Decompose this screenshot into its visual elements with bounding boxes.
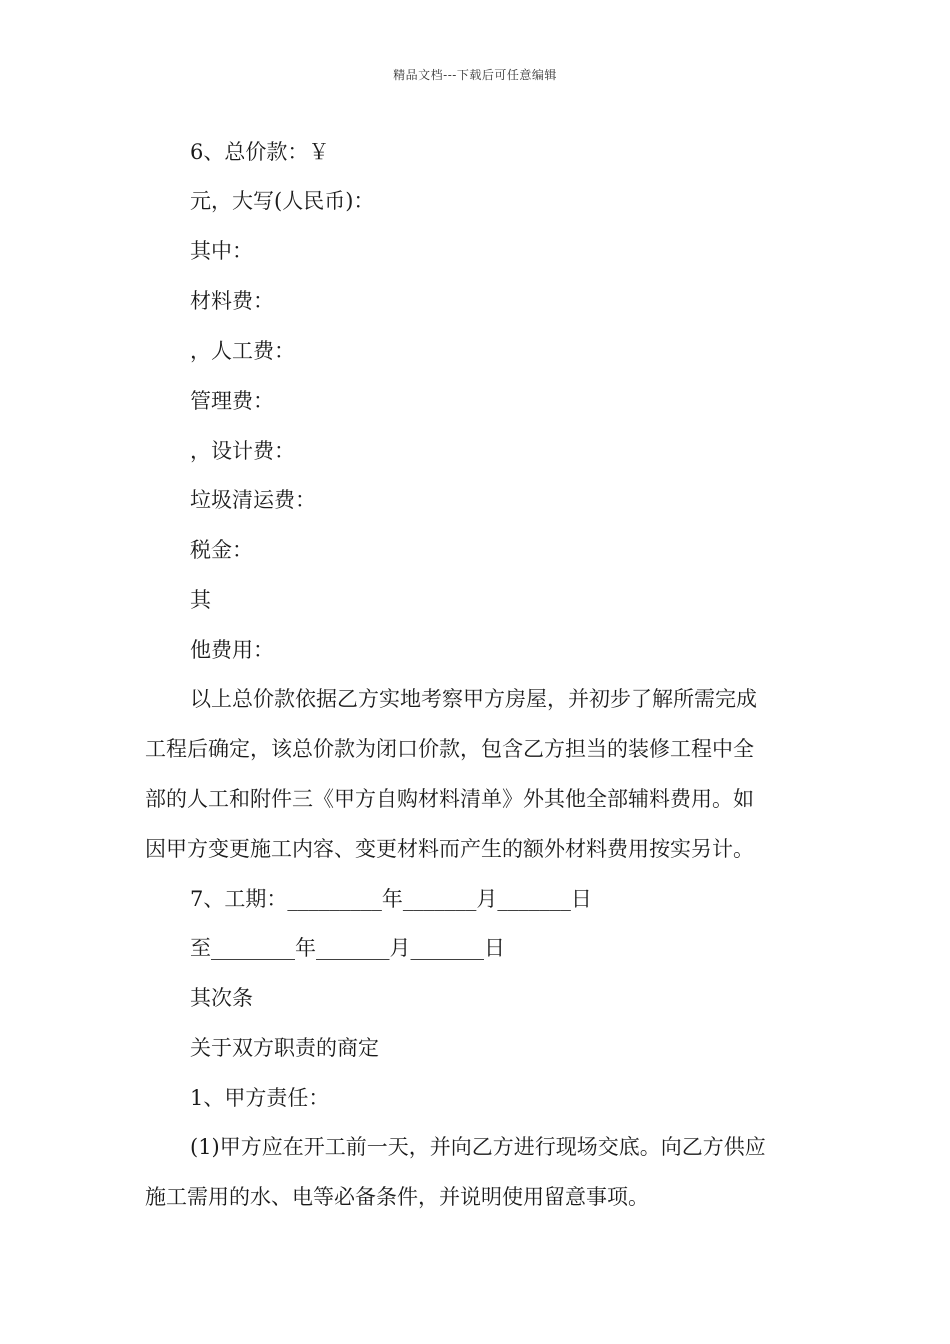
total-price-line: 6、总价款：￥ — [190, 140, 330, 164]
other-fee-line-part1: 其 — [190, 588, 211, 612]
article-title: 其次条 — [190, 986, 253, 1010]
price-paragraph-line: 部的人工和附件三《甲方自购材料清单》外其他全部辅料费用。如 — [145, 787, 754, 811]
other-fee-line-part2: 他费用： — [190, 638, 274, 662]
management-fee-line: 管理费： — [190, 389, 274, 413]
price-paragraph-line: 工程后确定，该总价款为闭口价款，包含乙方担当的装修工程中全 — [145, 737, 754, 761]
article-subtitle: 关于双方职责的商定 — [190, 1036, 379, 1060]
price-paragraph-line: 因甲方变更施工内容、变更材料而产生的额外材料费用按实另计。 — [145, 837, 754, 861]
party-a-heading: 1、甲方责任： — [190, 1086, 330, 1110]
construction-period-end-line: 至________年_______月_______日 — [190, 936, 505, 960]
garbage-fee-line: 垃圾清运费： — [190, 488, 316, 512]
design-fee-line: ，设计费： — [190, 439, 295, 463]
amount-in-words-line: 元，大写(人民币)： — [190, 189, 375, 213]
party-a-paragraph-line: 施工需用的水、电等必备条件，并说明使用留意事项。 — [145, 1185, 649, 1209]
tax-line: 税金： — [190, 538, 253, 562]
construction-period-line: 7、工期：_________年_______月_______日 — [190, 887, 592, 911]
price-paragraph-line: 以上总价款依据乙方实地考察甲方房屋，并初步了解所需完成 — [190, 687, 757, 711]
labor-fee-line: ，人工费： — [190, 339, 295, 363]
material-fee-line: 材料费： — [190, 289, 274, 313]
party-a-paragraph-line: (1)甲方应在开工前一天，并向乙方进行现场交底。向乙方供应 — [190, 1135, 766, 1159]
breakdown-label: 其中： — [190, 239, 253, 263]
page-header: 精品文档---下载后可任意编辑 — [393, 68, 557, 82]
